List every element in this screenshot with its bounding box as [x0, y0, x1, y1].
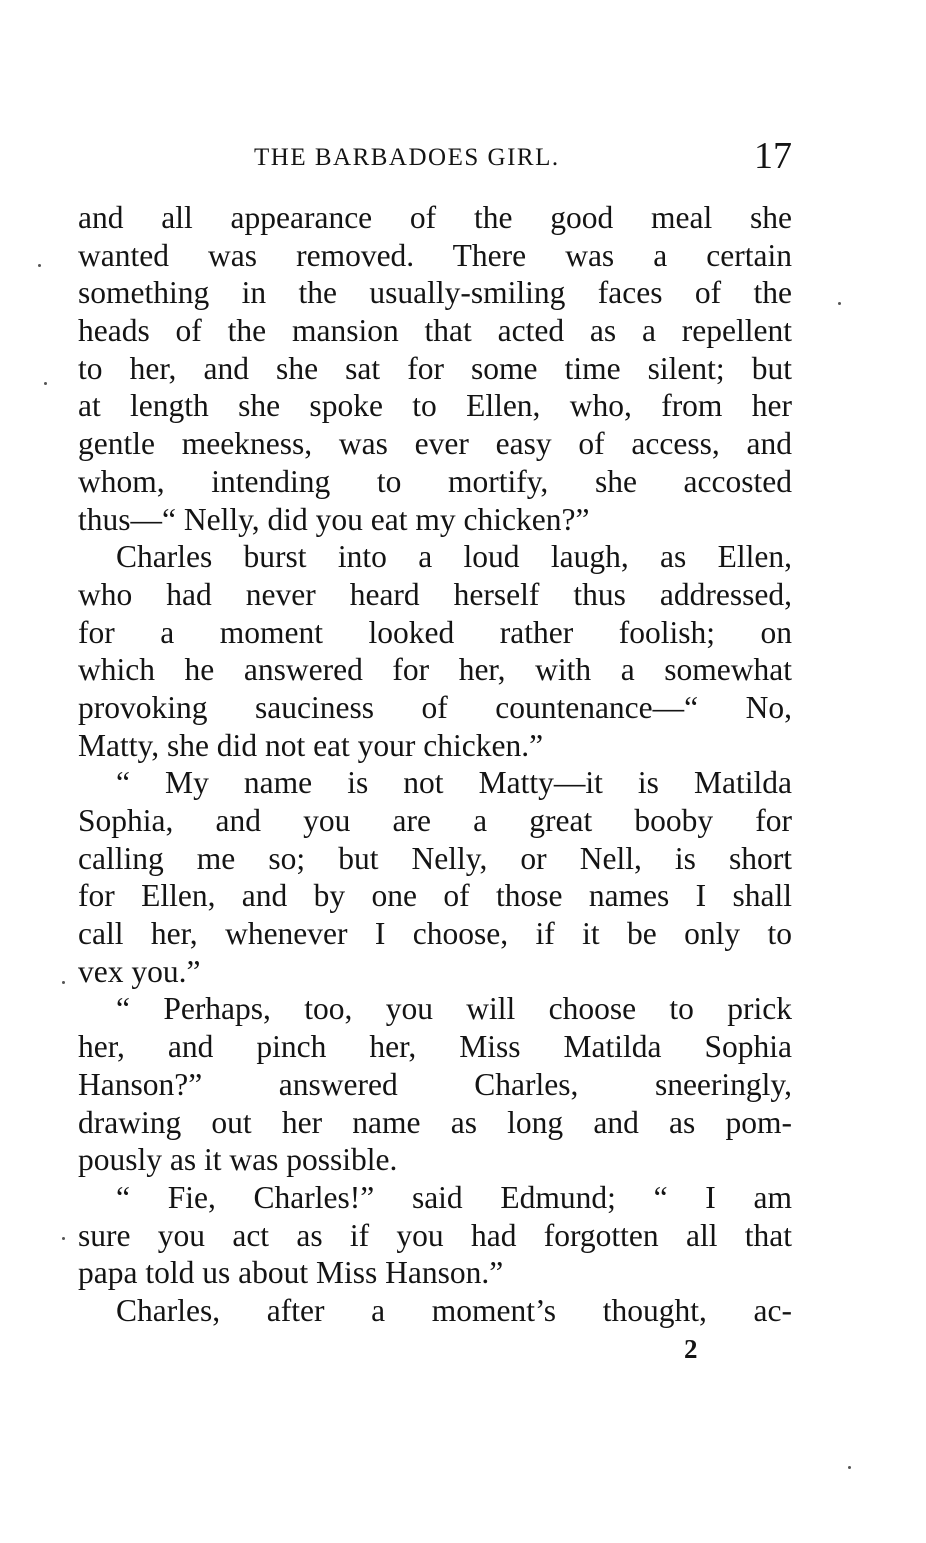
text-line: which he answered for her, with a somewhat	[78, 652, 792, 688]
text-line: heads of the mansion that acted as a repellent	[78, 313, 792, 349]
text-line: for Ellen, and by one of those names I shall	[78, 878, 792, 914]
text-line: to her, and she sat for some time silent; but	[78, 350, 792, 386]
text-line: for a moment looked rather foolish; on	[78, 614, 792, 650]
text-line: her, and pinch her, Miss Matilda Sophia	[78, 1029, 792, 1065]
text-line: at length she spoke to Ellen, who, from her	[78, 388, 792, 424]
text-line: drawing out her name as long and as pom-	[78, 1104, 792, 1140]
text-line: call her, whenever I choose, if it be only to	[78, 916, 792, 952]
running-title: THE BARBADOES GIRL.	[254, 144, 560, 171]
text-line: Matty, she did not eat your chicken.”	[78, 727, 544, 763]
scan-speck	[848, 1466, 851, 1469]
scan-speck	[62, 981, 65, 984]
text-line: “ Perhaps, too, you will choose to prick	[116, 991, 792, 1027]
text-line: Charles, after a moment’s thought, ac-	[116, 1292, 792, 1328]
text-line: something in the usually-smiling faces of the	[78, 275, 792, 311]
scan-speck	[62, 1237, 65, 1240]
text-line: calling me so; but Nelly, or Nell, is short	[78, 840, 792, 876]
text-line: “ Fie, Charles!” said Edmund; “ I am	[116, 1179, 792, 1215]
text-line: provoking sauciness of countenance—“ No,	[78, 689, 792, 725]
text-line: “ My name is not Matty—it is Matilda	[116, 765, 792, 801]
body-text	[78, 199, 792, 1330]
text-line: Charles burst into a loud laugh, as Ellen,	[116, 539, 792, 575]
text-line: gentle meekness, was ever easy of access, and	[78, 426, 792, 462]
text-line: Hanson?” answered Charles, sneeringly,	[78, 1066, 792, 1102]
running-head	[78, 134, 792, 182]
text-line: vex you.”	[78, 953, 201, 989]
scan-speck	[838, 302, 841, 305]
text-line: who had never heard herself thus addressed,	[78, 576, 792, 612]
signature-mark: 2	[684, 1334, 698, 1364]
text-line: and all appearance of the good meal she	[78, 200, 792, 235]
text-line: thus—“ Nelly, did you eat my chicken?”	[78, 501, 590, 537]
text-line: wanted was removed. There was a certain	[78, 237, 792, 273]
text-line: sure you act as if you had forgotten all that	[78, 1217, 792, 1253]
text-line: Sophia, and you are a great booby for	[78, 803, 792, 838]
text-line: papa told us about Miss Hanson.”	[78, 1255, 504, 1291]
page-number: 17	[754, 135, 792, 177]
scan-speck	[38, 264, 41, 267]
text-line: whom, intending to mortify, she accosted	[78, 463, 792, 499]
text-line: pously as it was possible.	[78, 1142, 398, 1178]
scan-speck	[44, 382, 47, 385]
